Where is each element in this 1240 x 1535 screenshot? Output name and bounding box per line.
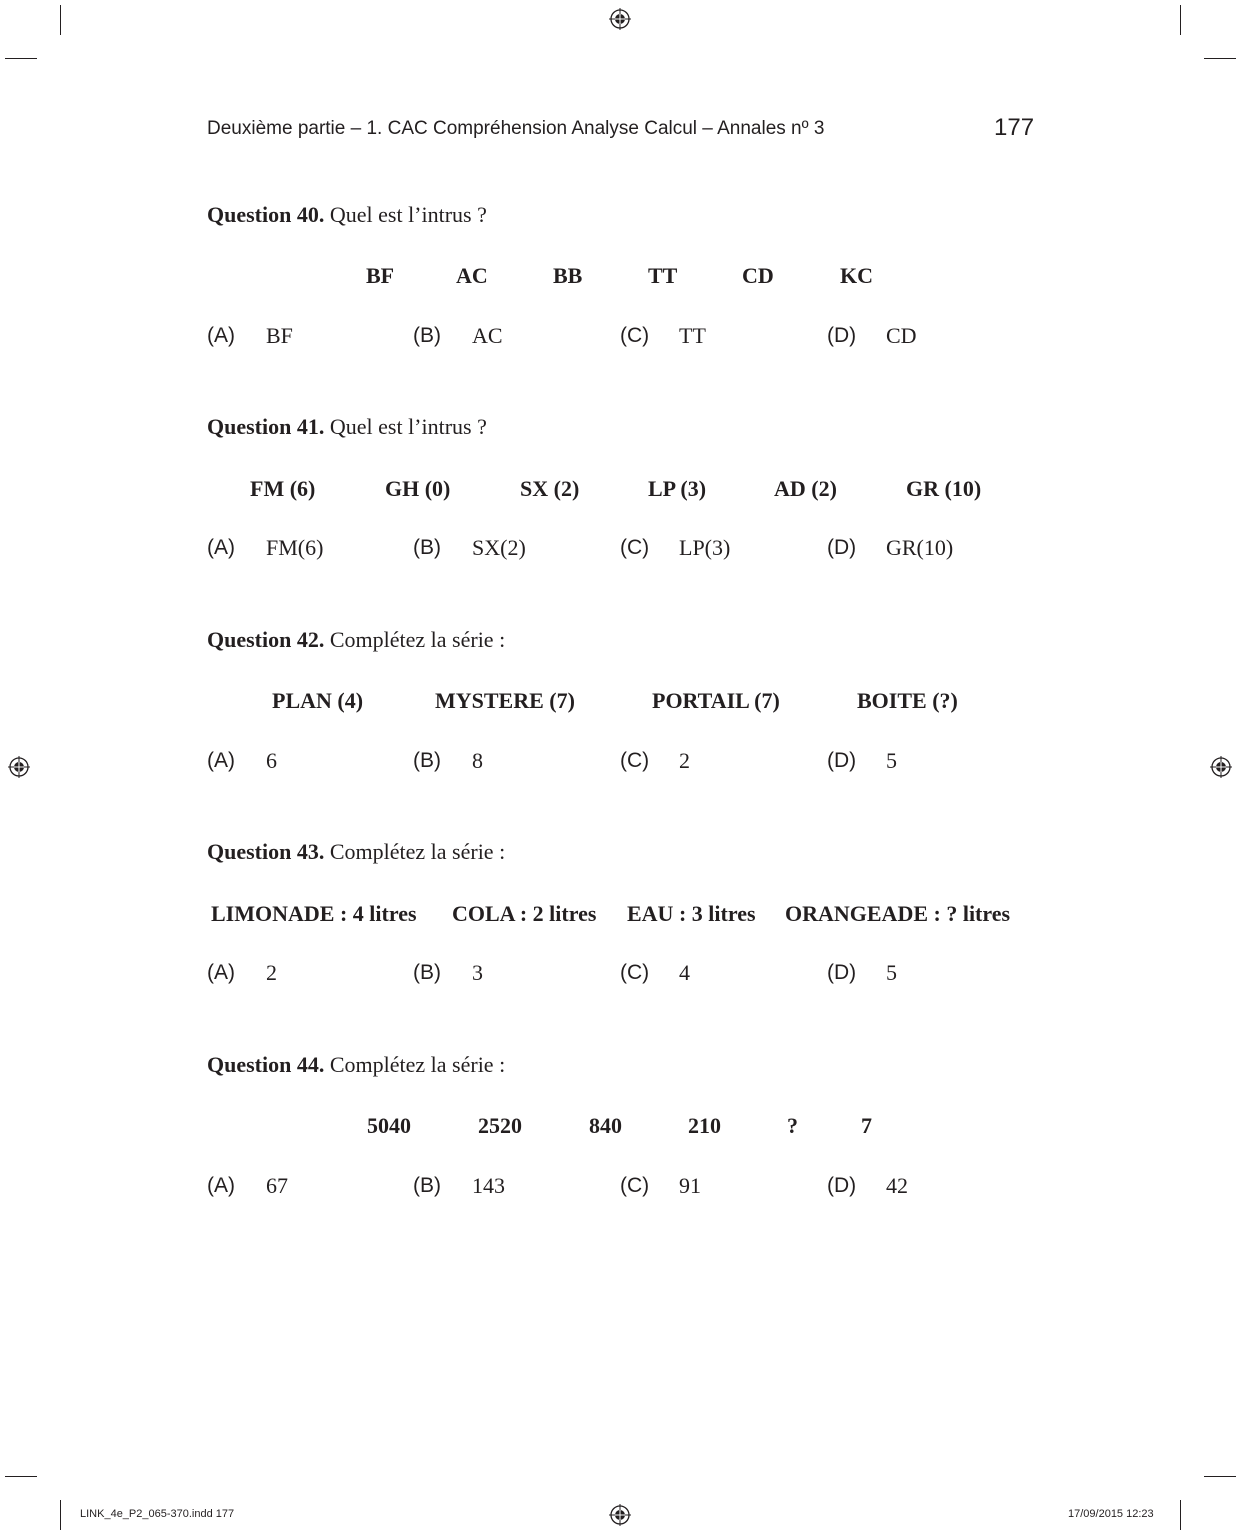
series-item: 5040 (367, 1113, 411, 1138)
series-item: PLAN (4) (272, 688, 364, 713)
question-number: Question 40. (207, 202, 325, 227)
option-letter: (A) (207, 536, 235, 559)
option-value: 91 (679, 1173, 701, 1198)
option-letter: (C) (620, 536, 650, 559)
series-item: TT (648, 263, 678, 288)
option-letter: (A) (207, 749, 235, 772)
crop-mark (1180, 1500, 1181, 1530)
series-item: AC (456, 263, 488, 288)
question-number: Question 44. (207, 1052, 325, 1077)
option-letter: (B) (413, 536, 441, 559)
option-letter: (B) (413, 1174, 441, 1197)
option-letter: (C) (620, 324, 650, 347)
option-letter: (C) (620, 749, 650, 772)
crop-mark (1204, 1476, 1236, 1477)
crop-mark (60, 5, 61, 35)
option-letter: (B) (413, 324, 441, 347)
registration-mark-icon (8, 756, 30, 778)
option-letter: (B) (413, 961, 441, 984)
option-letter: (A) (207, 324, 235, 347)
option-letter: (D) (827, 324, 857, 347)
series-item: PORTAIL (7) (652, 688, 780, 713)
crop-mark (1204, 58, 1236, 59)
series-item: CD (742, 263, 774, 288)
page-number: 177 (994, 114, 1035, 141)
question-prompt: Complétez la série : (329, 1052, 506, 1077)
registration-mark-icon (609, 1504, 631, 1526)
option-letter: (D) (827, 961, 857, 984)
question-title (207, 1052, 505, 1078)
option-value: 67 (266, 1173, 288, 1198)
crop-mark (5, 1476, 37, 1477)
option-value: 5 (886, 748, 897, 773)
option-value: 3 (472, 960, 483, 985)
question-number: Question 43. (207, 839, 325, 864)
crop-mark (1180, 5, 1181, 35)
option-value: CD (886, 323, 917, 348)
option-value: BF (266, 323, 293, 348)
option-value: GR(10) (886, 535, 954, 560)
option-value: 8 (472, 748, 483, 773)
option-value: LP(3) (679, 535, 731, 560)
series-item: AD (2) (774, 476, 837, 501)
series-item: KC (840, 263, 873, 288)
crop-mark (60, 1500, 61, 1530)
option-value: 5 (886, 960, 897, 985)
option-value: 143 (472, 1173, 505, 1198)
series-item: 7 (861, 1113, 872, 1138)
series-item: BB (553, 263, 583, 288)
registration-mark-icon (609, 8, 631, 30)
question-prompt: Quel est l’intrus ? (329, 414, 487, 439)
option-value: 42 (886, 1173, 908, 1198)
series-item: BOITE (?) (857, 688, 958, 713)
question-title (207, 627, 505, 653)
option-value: 4 (679, 960, 690, 985)
question-prompt: Complétez la série : (329, 627, 506, 652)
option-value: AC (472, 323, 503, 348)
series-item: COLA : 2 litres (452, 901, 597, 926)
series-item: LP (3) (648, 476, 707, 501)
footer-file-slug: LINK_4e_P2_065-370.indd 177 (80, 1508, 235, 1520)
question-title (207, 839, 505, 865)
series-item: MYSTERE (7) (435, 688, 575, 713)
option-letter: (A) (207, 961, 235, 984)
series-item: 840 (589, 1113, 622, 1138)
option-letter: (C) (620, 961, 650, 984)
registration-mark-icon (1210, 756, 1232, 778)
option-value: 2 (679, 748, 690, 773)
option-letter: (D) (827, 1174, 857, 1197)
option-letter: (D) (827, 536, 857, 559)
series-item: GR (10) (906, 476, 982, 501)
series-item: GH (0) (385, 476, 451, 501)
series-item: FM (6) (250, 476, 316, 501)
option-letter: (A) (207, 1174, 235, 1197)
option-value: FM(6) (266, 535, 324, 560)
option-value: 6 (266, 748, 277, 773)
question-title (207, 202, 487, 228)
question-prompt: Complétez la série : (329, 839, 506, 864)
running-header: Deuxième partie – 1. CAC Compréhension Analyse Calcul – Annales nº 3 (207, 118, 825, 139)
question-title (207, 414, 487, 440)
series-item: ORANGEADE : ? litres (785, 901, 1011, 926)
option-value: SX(2) (472, 535, 526, 560)
series-item: SX (2) (520, 476, 580, 501)
series-item: 210 (688, 1113, 721, 1138)
question-number: Question 42. (207, 627, 325, 652)
series-item: BF (366, 263, 395, 288)
option-value: TT (679, 323, 706, 348)
series-item: LIMONADE : 4 litres (211, 901, 417, 926)
footer-date-slug: 17/09/2015 12:23 (1068, 1508, 1154, 1520)
series-item: 2520 (478, 1113, 522, 1138)
question-number: Question 41. (207, 414, 325, 439)
crop-mark (5, 58, 37, 59)
option-letter: (C) (620, 1174, 650, 1197)
option-letter: (B) (413, 749, 441, 772)
option-letter: (D) (827, 749, 857, 772)
series-item: ? (787, 1113, 798, 1138)
question-prompt: Quel est l’intrus ? (329, 202, 487, 227)
option-value: 2 (266, 960, 277, 985)
series-item: EAU : 3 litres (627, 901, 756, 926)
